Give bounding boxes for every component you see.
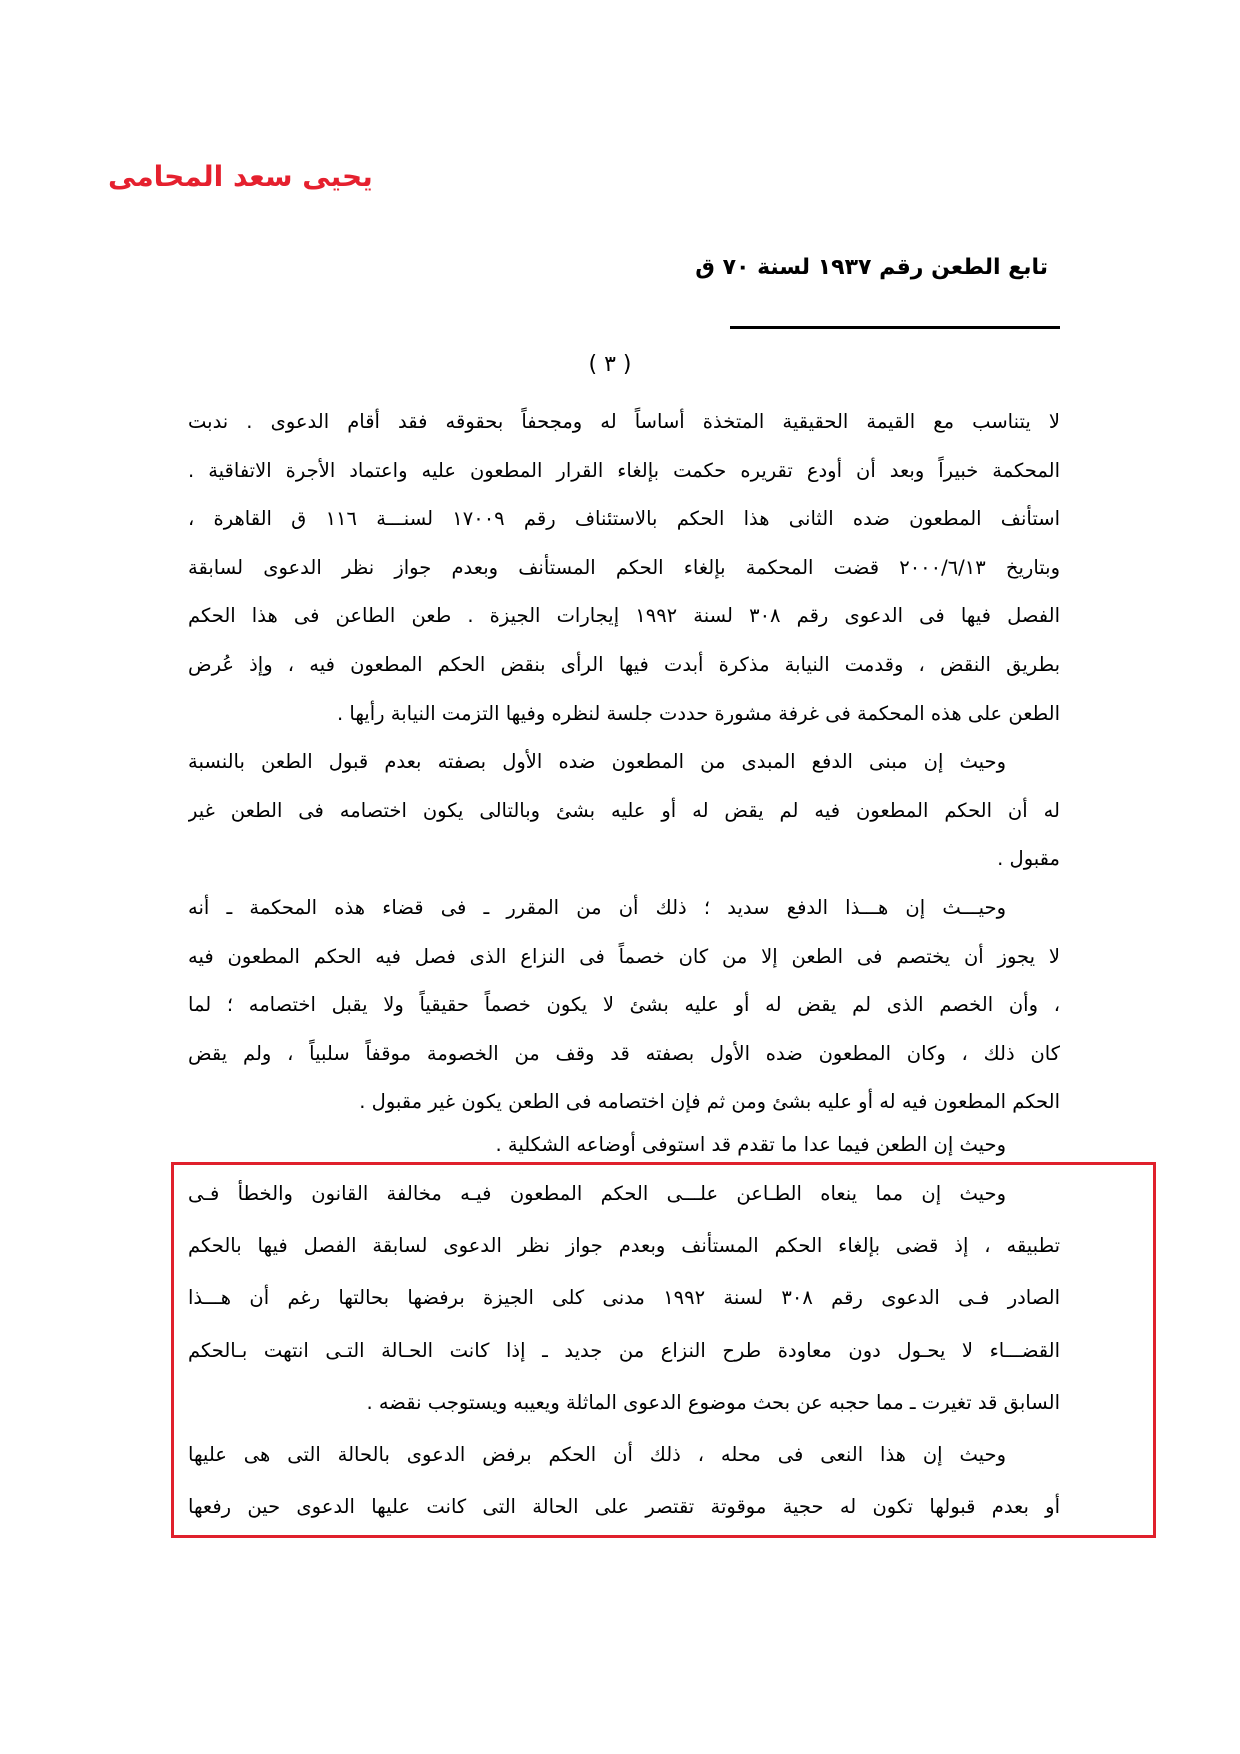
text-line: المحكمة خبيراً وبعد أن أودع تقريره حكمت بإلغاء القرار المطعون عليه واعتماد الأجرة الاتفاقية . bbox=[188, 458, 1060, 482]
text-line: كان ذلك ، وكان المطعون ضده الأول بصفته قد وقف من الخصومة موقفاً سلبياً ، ولم يقض bbox=[188, 1041, 1060, 1065]
text-line: الحكم المطعون فيه له أو عليه بشئ ومن ثم فإن اختصامه فى الطعن يكون غير مقبول . bbox=[359, 1090, 1060, 1114]
text-line: وبتاريخ ٢٠٠٠/٦/١٣ قضت المحكمة بإلغاء الحكم المستأنف وبعدم جواز نظر الدعوى لسابقة bbox=[188, 555, 1060, 579]
text-line: وحيـــث إن هـــذا الدفع سديد ؛ ذلك أن من المقرر ـ فى قضاء هذه المحكمة ـ أنه bbox=[188, 895, 1006, 919]
text-line: السابق قد تغيرت ـ مما حجبه عن بحث موضوع الدعوى الماثلة ويعيبه ويستوجب نقضه . bbox=[366, 1390, 1060, 1414]
page-number: ( ٣ ) bbox=[588, 352, 632, 377]
text-line: ، وأن الخصم الذى لم يقض له أو عليه بشئ لا يكون خصماً حقيقياً ولا يقبل اختصامه ؛ لما bbox=[188, 993, 1060, 1017]
author-name: يحيى سعد المحامى bbox=[108, 160, 373, 193]
text-line: لا يجوز أن يختصم فى الطعن إلا من كان خصماً فى النزاع الذى فصل فيه الحكم المطعون فيه bbox=[188, 944, 1060, 968]
text-line: وحيث إن مما ينعاه الطـاعن علـــى الحكم المطعون فيـه مخالفة القانون والخطأ فـى bbox=[188, 1182, 1006, 1205]
text-line: تطبيقه ، إذ قضى بإلغاء الحكم المستأنف وبعدم جواز نظر الدعوى لسابقة الفصل فيها بالحكم bbox=[188, 1234, 1060, 1258]
text-line: له أن الحكم المطعون فيه لم يقض له أو عليه بشئ وبالتالى يكون اختصامه فى الطعن غير bbox=[188, 798, 1060, 822]
text-line: وحيث إن هذا النعى فى محله ، ذلك أن الحكم برفض الدعوى بالحالة التى هى عليها bbox=[188, 1442, 1006, 1466]
text-line: الفصل فيها فى الدعوى رقم ٣٠٨ لسنة ١٩٩٢ إيجارات الجيزة . طعن الطاعن فى هذا الحكم bbox=[188, 604, 1060, 628]
highlighted-text bbox=[188, 1168, 1060, 1533]
text-line: الصادر فـى الدعوى رقم ٣٠٨ لسنة ١٩٩٢ مدنى كلى الجيزة برفضها بحالتها رغم أن هـــذا bbox=[188, 1286, 1060, 1310]
text-line: الطعن على هذه المحكمة فى غرفة مشورة حددت جلسة لنظره وفيها التزمت النيابة رأيها . bbox=[336, 701, 1060, 725]
title-underline bbox=[730, 326, 1060, 329]
main-text bbox=[188, 398, 1060, 1163]
text-line: أو بعدم قبولها تكون له حجية موقوتة تقتصر على الحالة التى كانت عليها الدعوى حين رفعها bbox=[188, 1495, 1060, 1519]
text-line: مقبول . bbox=[997, 847, 1060, 871]
text-line: لا يتناسب مع القيمة الحقيقية المتخذة أساساً له ومجحفاً بحقوقه فقد أقام الدعوى . ندبت bbox=[188, 410, 1060, 433]
text-line: وحيث إن الطعن فيما عدا ما تقدم قد استوفى أوضاعه الشكلية . bbox=[495, 1132, 1006, 1156]
text-line: القضـــاء لا يحـول دون معاودة طرح النزاع من جديد ـ إذا كانت الحـالة التـى انتهت بـالحكم bbox=[188, 1338, 1060, 1362]
case-title: تابع الطعن رقم ١٩٣٧ لسنة ٧٠ ق bbox=[695, 255, 1048, 280]
text-line: بطريق النقض ، وقدمت النيابة مذكرة أبدت فيها الرأى بنقض الحكم المطعون فيه ، وإذ عُرض bbox=[188, 652, 1060, 676]
text-line: استأنف المطعون ضده الثانى هذا الحكم بالاستئناف رقم ١٧٠٠٩ لسنـــة ١١٦ ق القاهرة ، bbox=[188, 507, 1060, 531]
text-line: وحيث إن مبنى الدفع المبدى من المطعون ضده الأول بصفته بعدم قبول الطعن بالنسبة bbox=[188, 750, 1006, 774]
